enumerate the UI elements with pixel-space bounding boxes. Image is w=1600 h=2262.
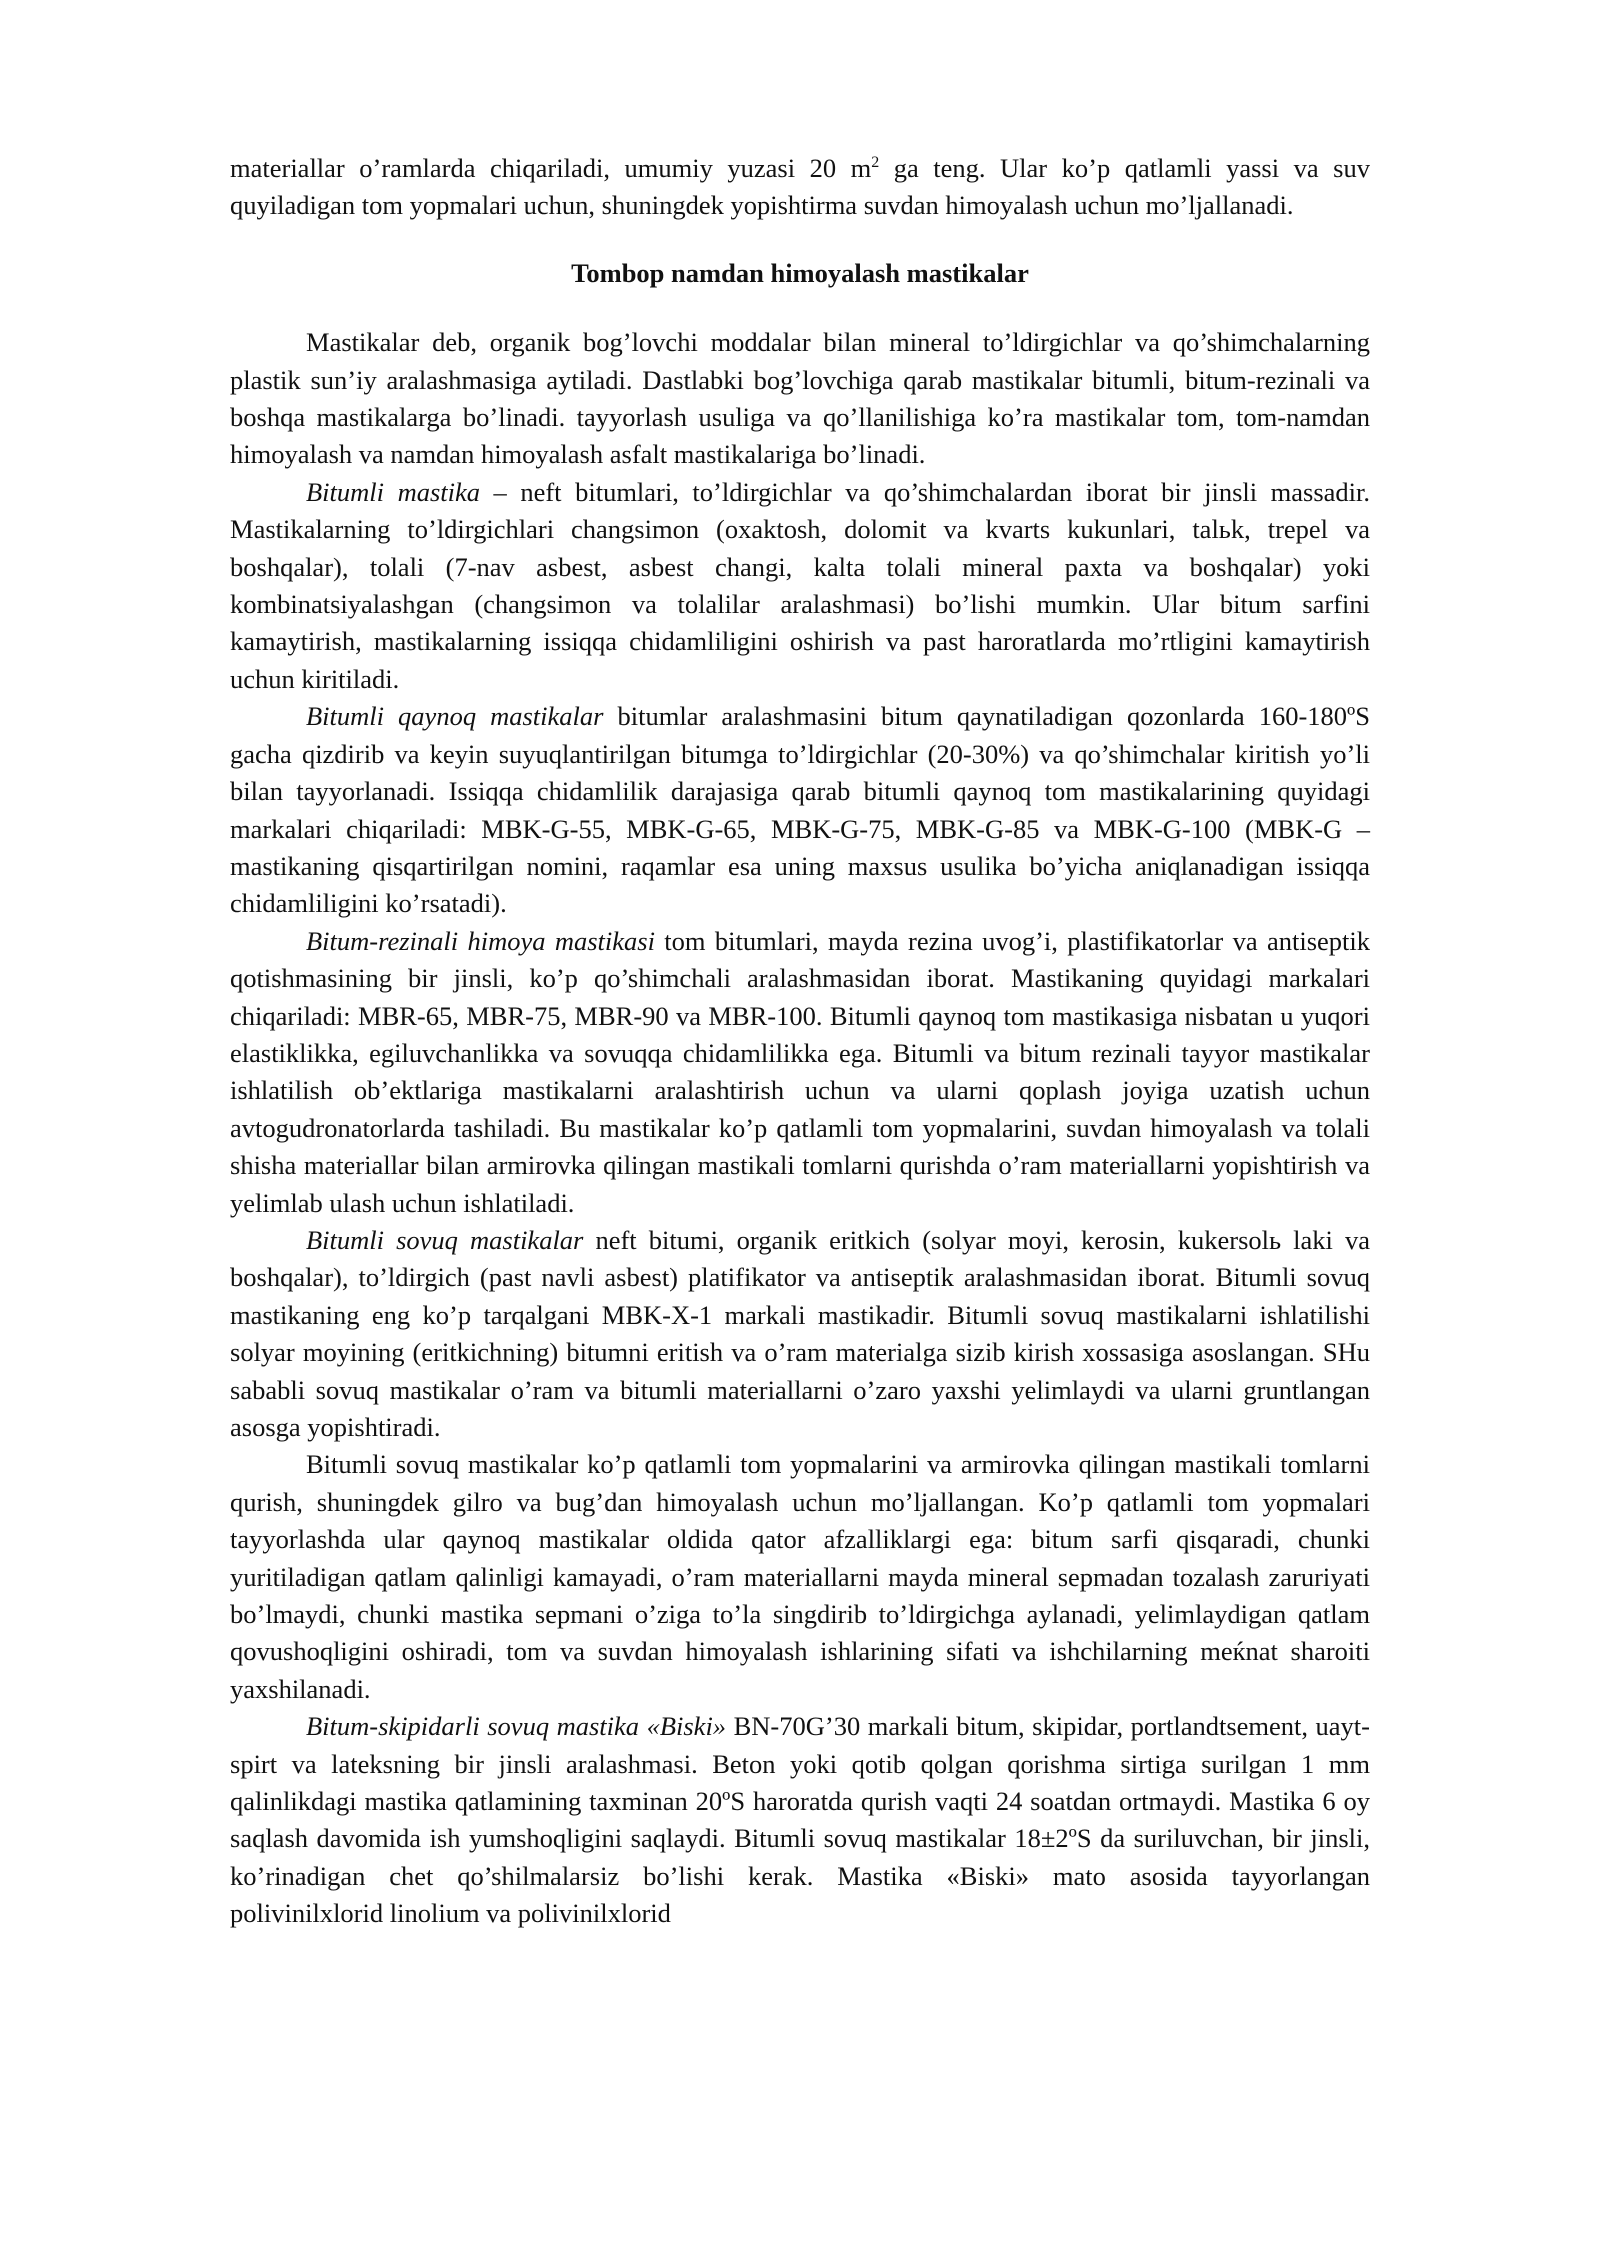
paragraph-text: BN-70G’30 markali bitum, skipidar, portlandtsement, uayt-spirt va lateksning bir jinsli aralashmasi. Beton yoki qotib qolgan qorishma sirtiga surilgan 1 mm qalinlikdagi mastika qatlamining taxminan 20ºS haroratda qurish vaqti 24 soatdan ortmaydi. Mastika 6 oy saqlash davomida ish yumshoqligini saqlaydi. Bitumli sovuq mastikalar 18±2ºS da suriluvchan, bir jinsli, ko’rinadigan chet qo’shilmalarsiz bo’lishi kerak. Mastika «Biski» mato asosida tayyorlangan polivinilxlorid linolium va polivinilxlorid — [230, 1711, 1370, 1929]
paragraph-term: Bitum-rezinali himoya mastikasi — [306, 925, 655, 956]
paragraph-biski — [230, 1708, 1370, 1932]
paragraph-text: neft bitumi, organik eritkich (solyar moyi, kerosin, kukersolь laki va boshqalar), to’ldirgich (past navli asbest) platifikator va antiseptik aralashmasidan iborat. Bitumli sovuq mastikaning eng ko’p tarqalgani MBK-X-1 markali mastikadir. Bitumli sovuq mastikalarni ishlatilishi solyar moyining (eritkichning) bitumni eritish va o’ram materialga sizib kirish xossasiga asoslangan. SHu sababli sovuq mastikalar o’ram va bitumli materiallarni o’zaro yaxshi yelimlaydi va ularni gruntlangan asosga yopishtiradi. — [230, 1224, 1370, 1442]
section-heading: Tombop namdan himoyalash mastikalar — [571, 257, 1029, 288]
paragraph-term: Bitumli mastika — [306, 476, 481, 507]
paragraph-qaynoq-mastikalar — [230, 698, 1370, 922]
intro-text-2: ga teng. Ular ko’p qatlamli yassi va suv quyiladigan tom yopmalari uchun, shuningdek yopishtirma suvdan himoyalash uchun mo’ljallanadi. — [230, 153, 1370, 221]
paragraph-sovuq-afzalliklar — [230, 1446, 1370, 1708]
paragraph-term: Bitum-skipidarli sovuq mastika «Biski» — [306, 1711, 727, 1742]
paragraph-text: bitumlar aralashmasini bitum qaynatiladigan qozonlarda 160-180ºS gacha qizdirib va keyin suyuqlantirilgan bitumga to’ldirgichlar (20-30%) va qo’shimchalar kiritish yo’li bilan tayyorlanadi. Issiqqa chidamlilik darajasiga qarab bitumli qaynoq tom mastikalarining quyidagi markalari chiqariladi: MBK-G-55, MBK-G-65, MBK-G-75, MBK-G-85 va MBK-G-100 (MBK-G – mastikaning qisqartirilgan nomini, raqamlar esa uning maxsus usulika bo’yicha aniqlanadigan issiqqa chidamliligini ko’rsatadi). — [230, 701, 1370, 919]
paragraph-term: Bitumli sovuq mastikalar — [306, 1224, 584, 1255]
paragraph-mastikalar — [230, 324, 1370, 474]
document-page — [230, 150, 1370, 1933]
paragraph-text: tom bitumlari, mayda rezina uvog’i, plastifikatorlar va antiseptik qotishmasining bir jinsli, ko’p qo’shimchali aralashmasidan iborat. Mastikaning quyidagi markalari chiqariladi: MBR-65, MBR-75, MBR-90 va MBR-100. Bitumli qaynoq tom mastikasiga nisbatan u yuqori elastiklikka, egiluvchanlikka va sovuqqa chidamlilikka ega. Bitumli va bitum rezinali tayyor mastikalar ishlatilish ob’ektlariga mastikalarni aralashtirish uchun va ularni qoplash joyiga uzatish uchun avtogudronatorlarda tashiladi. Bu mastikalar ko’p qatlamli tom yopmalarini, suvdan himoyalash va tolali shisha materiallar bilan armirovka qilingan mastikali tomlarni qurishda o’ram materiallarni yopishtirish va yelimlab ulash uchun ishlatiladi. — [230, 925, 1370, 1218]
paragraph-text: – neft bitumlari, to’ldirgichlar va qo’shimchalardan iborat bir jinsli massadir. Mastikalarning to’ldirgichlari changsimon (oxaktosh, dolomit va kvarts kukunlari, talьk, trepel va boshqalar), tolali (7-nav asbest, asbest changi, kalta tolali mineral paxta va boshqalar) yoki kombinatsiyalashgan (changsimon va tolalilar aralashmasi) bo’lishi mumkin. Ular bitum sarfini kamaytirish, mastikalarning issiqqa chidamliligini oshirish va past haroratlarda mo’rtligini kamaytirish uchun kiritiladi. — [230, 476, 1371, 694]
paragraph-sovuq-mastikalar — [230, 1222, 1370, 1446]
intro-text-1: materiallar o’ramlarda chiqariladi, umumiy yuzasi 20 m — [230, 153, 872, 183]
intro-paragraph — [230, 150, 1370, 225]
paragraph-bitumli-mastika — [230, 474, 1370, 698]
paragraph-text: Bitumli sovuq mastikalar ko’p qatlamli tom yopmalarini va armirovka qilingan mastikali tomlarni qurish, shuningdek gilro va bug’dan himoyalash uchun mo’ljallangan. Ko’p qatlamli tom yopmalari tayyorlashda ular qaynoq mastikalar oldida qator afzalliklargi ega: bitum sarfi qisqaradi, chunki yuritiladigan qatlam qalinligi kamayadi, o’ram materiallarni mayda mineral sepmadan tozalash zaruriyati bo’lmaydi, chunki mastika sepmani o’ziga to’la singdirib to’ldirgichga aylanadi, yelimlaydigan qatlam qovushoqligini oshiradi, tom va suvdan himoyalash ishlarining sifati va ishchilarning meќnat sharoiti yaxshilanadi. — [230, 1449, 1370, 1704]
intro-superscript: 2 — [871, 154, 880, 172]
paragraph-term: Bitumli qaynoq mastikalar — [306, 701, 604, 732]
paragraph-text: Mastikalar deb, organik bog’lovchi moddalar bilan mineral to’ldirgichlar va qo’shimchalarning plastik sun’iy aralashmasiga aytiladi. Dastlabki bog’lovchiga qarab mastikalar bitumli, bitum-rezinali va boshqa mastikalarga bo’linadi. tayyorlash usuliga va qo’llanilishiga ko’ra mastikalar tom, tom-namdan himoyalash va namdan himoyalash asfalt mastikalariga bo’linadi. — [230, 327, 1370, 470]
paragraph-bitum-rezinali — [230, 923, 1370, 1222]
